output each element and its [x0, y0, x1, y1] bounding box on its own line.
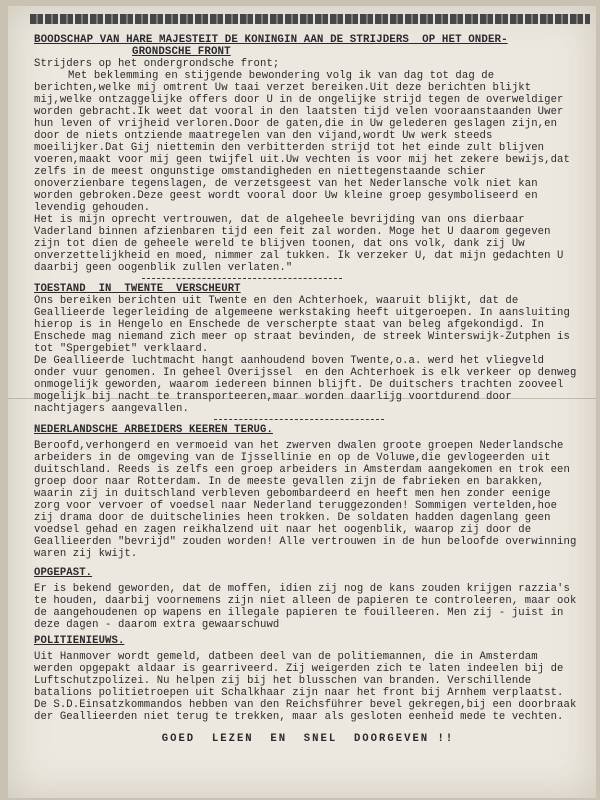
section-body-opgepast: Er is bekend geworden, dat de moffen, idien zij nog de kans zouden krijgen razzia's te houden, daarbij voornemens zijn niet alleen de papieren te controleeren, maar ook de aangehoudenen op wapens en illegale papieren te fouilleeren. Men zij - juist in deze dagen - daarom extra gewaarschuwd: [34, 583, 583, 631]
leaflet-title-line-1: BOODSCHAP VAN HARE MAJESTEIT DE KONINGIN AAN DE STRIJDERS OP HET ONDER-: [34, 34, 508, 46]
section-body-twente: Ons bereiken berichten uit Twente en den Achterhoek, waaruit blijkt, dat de Geallieerde legerleiding de algemeene werkstaking heeft uitgeroepen. In aansluiting hierop is in Hengelo en Enschede de verscherpte staat van beleg afgekondigd. In Enschede mag niemand zich meer op straat bevinden, de streek Winterswijk-Zutphen is tot "Spergebiet" verklaard. De Geallieerde luchtmacht hangt aanhoudend boven Twente,o.a. werd het vliegveld onder vuur genomen. In geheel Overijssel en den Achterhoek is elk verkeer op denweg onmogelijk geworden, waarom iedereen binnen blijft. De duitschers trachten zooveel mogelijk bij nacht te transporteeren,maar worden daarlijg voortdurend door nachtjagers aangevallen.: [34, 295, 577, 415]
section-body-arbeiders: Beroofd,verhongerd en vermoeid van het zwerven dwalen groote groepen Nederlandsche arbeiders in de omgeving van de Ijssellinie en op de Voluwe,die gevlogeerden uit duitschland. Reeds is zelfs een groep arbeiders in Amsterdam aangekomen en trok een groep door naar Rotterdam. In de meeste gevallen zijn de fabrieken en barakken, waarin zij in duitschland verbleven gebombardeerd en heeft men hen zonder eenige zorg voor vervoer of voedsel naar Nederland teruggezonden! Sommigen vertelden,hoe zij drama door de duitschelinies heen trokken. De soldaten hadden dagenlang geen voedsel gehad en zagen reikhalzend uit naar het oogenblik, waarop zij door de Geallieerden "bevrijd" zouden worden! Alle vertrouwen in de hun beloofde overwinning waren zij kwijt.: [34, 440, 583, 560]
section-heading-politie: POLITIENIEUWS.: [34, 635, 125, 647]
section-heading-twente: TOESTAND IN TWENTE VERSCHEURT: [34, 283, 241, 295]
section-heading-arbeiders: NEDERLANDSCHE ARBEIDERS KEEREN TERUG.: [34, 424, 273, 436]
queen-message-closing: Het is mijn oprecht vertrouwen, dat de algeheele bevrijding van ons dierbaar Vaderland binnen afzienbaren tijd een feit zal worden. Moge het U daarom gegeven zijn tot dien de geheele wereld te blijven toonen, dat ons volk, dank zij Uw onverzettelijkheid en moed, nimmer zal tukken. Ik verzeker U, dat mijn gedachten U daarbij geen oogenblik zullen verlaten.": [34, 214, 570, 274]
top-stencil-bar: [30, 14, 590, 24]
queen-message: Met beklemming en stijgende bewondering volg ik van dag tot dag de berichten,welke mij omtrent Uw taai verzet bereiken.Uit deze berichten blijkt mij,welke ontzaggelijke offers door U in de ongelijke strijd tegen de overweldiger worden gebracht.Ik weet dat vooral in den laatsten tijd velen vooraanstaanden Uwer hun leven of vrijheid verloren.Door de gaten,die in Uw gelederen geslagen zijn,en door de niets ontziende maatregelen van den vijand,wordt Uw werk steeds moeilijker.Dat Gij niettemin den verbitterden strijd tot het einde zult blijven voeren,maakt voor mij geen twijfel uit.Uw vechten is voor mij het zekere bewijs,dat zelfs in de meest ongunstige omstandigheden en niettegenstaande schier onoverzienbare tegenslagen, de verzetsgeest van het Nederlansche volk niet kan worden gebroken.Deze geest wordt vooral door Uw kleine groep gesymboliseerd en levendig gehouden.: [34, 70, 577, 214]
section-body-politie: Uit Hanmover wordt gemeld, datbeen deel van de politiemannen, die in Amsterdam werden opgepakt aldaar is gearriveerd. Zij weigerden zich te laten indeelen bij de Luftschutzpolizei. Nu helpen zij bij het blusschen van branden. Verschillende batalions politietroepen uit Schalkhaar zijn naar het front bij Arnhem verplaatst. De S.D.Einsatzkommandos hebben van den Reichsführer bevel gekregen,bij een doorbraak der Geallieerden niet terug te trekken, maar als gesloten eenheid mede te vechten.: [34, 651, 577, 723]
leaflet-sheet: [8, 6, 596, 798]
leaflet-title-line-2: GRONDSCHE FRONT: [132, 46, 231, 58]
section-heading-opgepast: OPGEPAST.: [34, 567, 93, 579]
closing-slogan: GOED LEZEN EN SNEL DOORGEVEN !!: [161, 733, 455, 745]
leaflet-content: [34, 34, 582, 745]
section-divider: [142, 278, 342, 281]
salutation: Strijders op het ondergrondsche front;: [34, 58, 280, 70]
section-divider: [214, 419, 384, 422]
